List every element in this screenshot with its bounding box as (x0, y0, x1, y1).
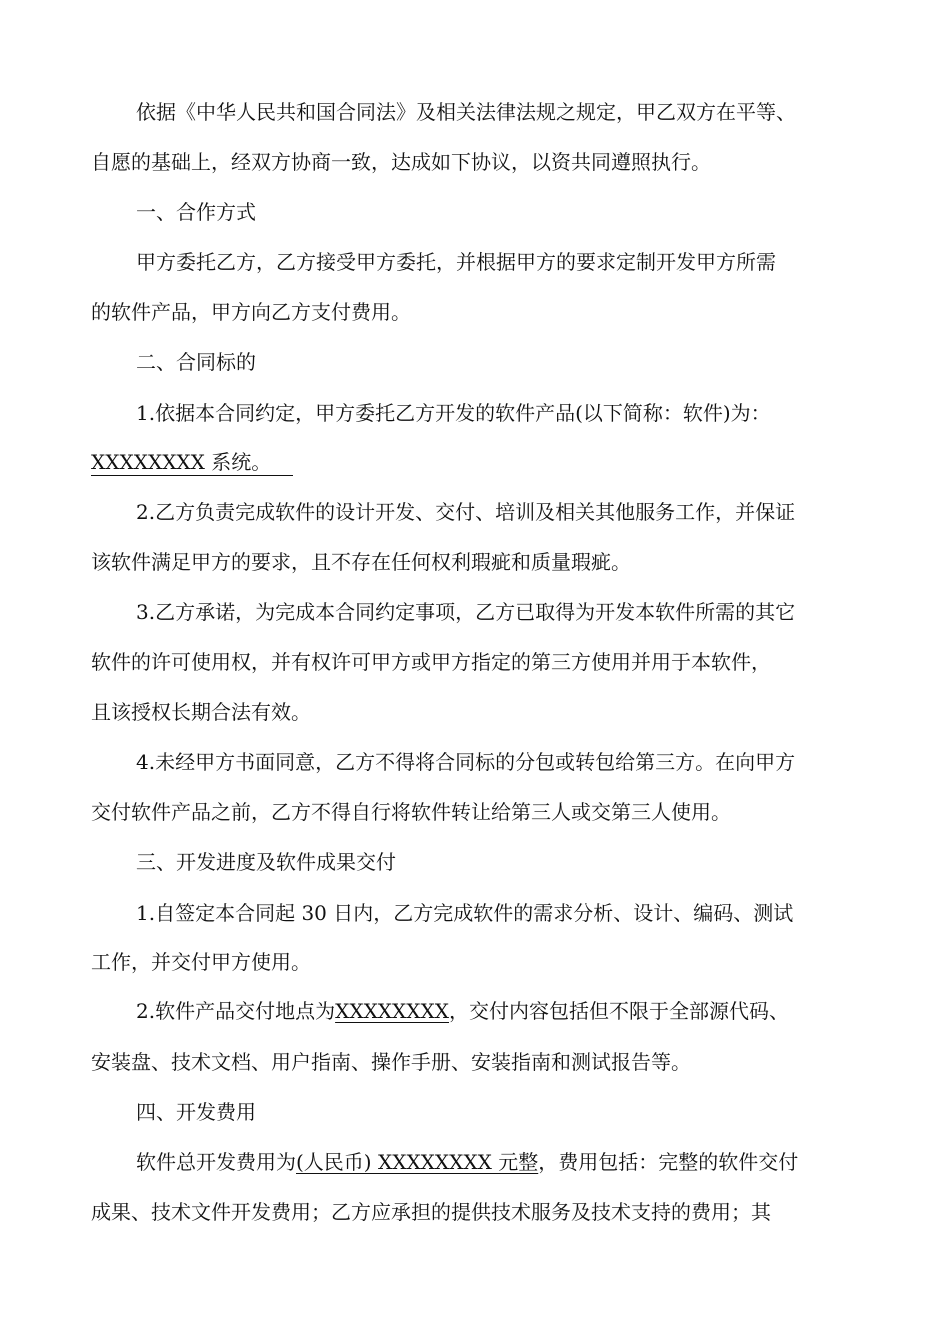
clause-4-line-2: 成果、技术文件开发费用；乙方应承担的提供技术服务及技术支持的费用；其 (91, 1200, 771, 1224)
clause-2-1-line-2: XXXXXXXX 系统。 (91, 450, 272, 474)
para-intro-line-1: 依据《中华人民共和国合同法》及相关法律法规之规定，甲乙双方在平等、 (136, 100, 796, 124)
system-name-underline (91, 475, 293, 476)
fee-suffix: ，费用包括：完整的软件交付 (538, 1150, 799, 1174)
clause-2-3-line-1: 3.乙方承诺，为完成本合同约定事项，乙方已取得为开发本软件所需的其它 (136, 600, 796, 624)
section-heading-subject: 二、合同标的 (136, 350, 256, 374)
clause-2-2-line-2: 该软件满足甲方的要求，且不存在任何权利瑕疵和质量瑕疵。 (91, 550, 631, 574)
clause-3-1-line-1: 1.自签定本合同起 30 日内，乙方完成软件的需求分析、设计、编码、测试 (136, 901, 794, 925)
section-heading-cooperation: 一、合作方式 (136, 200, 256, 224)
fee-amount: (人民币) XXXXXXXX 元整 (296, 1150, 539, 1174)
section-heading-fees: 四、开发费用 (136, 1100, 256, 1124)
fee-prefix: 软件总开发费用为 (136, 1150, 296, 1174)
delivery-suffix: ，交付内容包括但不限于全部源代码、 (449, 999, 789, 1023)
clause-3-2-line-1 (136, 999, 789, 1023)
clause-2-4-line-1: 4.未经甲方书面同意，乙方不得将合同标的分包或转包给第三方。在向甲方 (136, 750, 796, 774)
clause-2-1-line-1: 1.依据本合同约定，甲方委托乙方开发的软件产品(以下简称：软件)为： (136, 401, 771, 425)
clause-3-2-line-2: 安装盘、技术文档、用户指南、操作手册、安装指南和测试报告等。 (91, 1050, 691, 1074)
clause-2-4-line-2: 交付软件产品之前，乙方不得自行将软件转让给第三人或交第三人使用。 (91, 800, 731, 824)
clause-2-3-line-3: 且该授权长期合法有效。 (91, 700, 311, 724)
clause-4-line-1 (136, 1150, 798, 1174)
clause-3-1-line-2: 工作，并交付甲方使用。 (91, 950, 311, 974)
clause-2-2-line-1: 2.乙方负责完成软件的设计开发、交付、培训及相关其他服务工作，并保证 (136, 500, 796, 524)
para-intro-line-2: 自愿的基础上，经双方协商一致，达成如下协议，以资共同遵照执行。 (91, 150, 711, 174)
delivery-prefix: 2.软件产品交付地点为 (136, 999, 336, 1023)
para-cooperation-line-1: 甲方委托乙方，乙方接受甲方委托，并根据甲方的要求定制开发甲方所需 (136, 250, 776, 274)
delivery-location: XXXXXXXX (335, 999, 449, 1023)
clause-2-3-line-2: 软件的许可使用权，并有权许可甲方或甲方指定的第三方使用并用于本软件， (91, 650, 771, 674)
para-cooperation-line-2: 的软件产品，甲方向乙方支付费用。 (91, 300, 411, 324)
section-heading-schedule: 三、开发进度及软件成果交付 (136, 850, 396, 874)
